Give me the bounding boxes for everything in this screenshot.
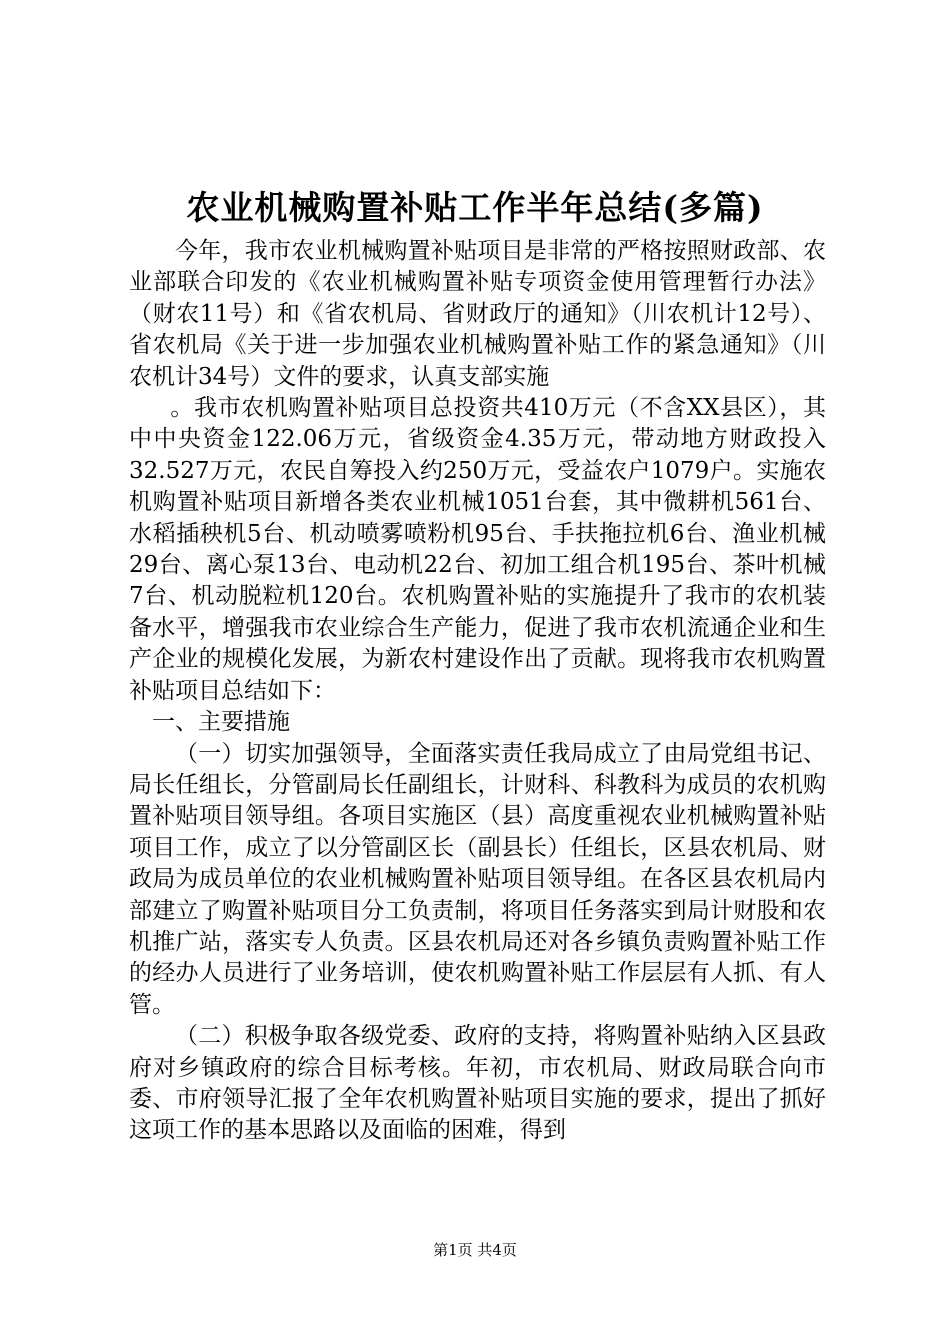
page-number-footer: 第1页 共4页 <box>433 1241 517 1259</box>
section-heading-main-measures: 一、主要措施 <box>152 709 290 736</box>
document-body <box>129 236 826 1147</box>
paragraph-measure-2: （二）积极争取各级党委、政府的支持，将购置补贴纳入区县政府对乡镇政府的综合目标考核。年初，市农机局、财政局联合向市委、市府领导汇报了全年农机购置补贴项目实施的要求，提出了抓好这项工作的基本思路以及面临的困难，得到 <box>129 1023 826 1144</box>
paragraph-measure-1: （一）切实加强领导，全面落实责任我局成立了由局党组书记、局长任组长，分管副局长任副组长，计财科、科教科为成员的农机购置补贴项目领导组。各项目实施区（县）高度重视农业机械购置补贴项目工作，成立了以分管副区长（副县长）任组长，区县农机局、财政局为成员单位的农业机械购置补贴项目领导组。在各区县农机局内部建立了购置补贴项目分工负责制，将项目任务落实到局计财股和农机推广站，落实专人负责。区县农机局还对各乡镇负责购置补贴工作的经办人员进行了业务培训，使农机购置补贴工作层层有人抓、有人管。 <box>129 740 826 1018</box>
paragraph-intro: 今年，我市农业机械购置补贴项目是非常的严格按照财政部、农业部联合印发的《农业机械购置补贴专项资金使用管理暂行办法》（财农11号）和《省农机局、省财政厅的通知》（川农机计12号）、省农机局《关于进一步加强农业机械购置补贴工作的紧急通知》（川农机计34号）文件的要求，认真支部实施 <box>129 238 826 390</box>
document-title: 农业机械购置补贴工作半年总结(多篇) <box>186 188 764 227</box>
paragraph-investment-summary: 。我市农机购置补贴项目总投资共410万元（不含XX县区），其中中央资金122.06万元，省级资金4.35万元，带动地方财政投入32.527万元，农民自筹投入约250万元，受益农户1079户。实施农机购置补贴项目新增各类农业机械1051台套，其中微耕机561台、水稻插秧机5台、机动喷雾喷粉机95台、手扶拖拉机6台、渔业机械29台、离心泵13台、电动机22台、初加工组合机195台、茶叶机械7台、机动脱粒机120台。农机购置补贴的实施提升了我市的农机装备水平，增强我市农业综合生产能力，促进了我市农机流通企业和生产企业的规模化发展，为新农村建设作出了贡献。现将我市农机购置补贴项目总结如下： <box>129 395 826 704</box>
